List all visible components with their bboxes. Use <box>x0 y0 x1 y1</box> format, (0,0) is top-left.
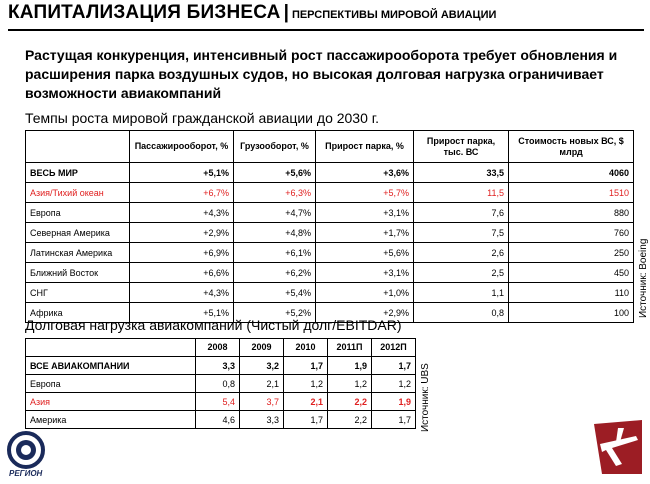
page-header <box>8 2 644 28</box>
growth-table-header <box>26 131 634 163</box>
value-cell: 2,1 <box>284 393 328 411</box>
table-row <box>26 223 634 243</box>
region-cell: Европа <box>26 375 196 393</box>
table-row <box>26 183 634 203</box>
value-cell: 2,2 <box>328 393 372 411</box>
debt-table <box>25 338 416 429</box>
region-cell: Латинская Америка <box>26 243 130 263</box>
value-cell: +5,1% <box>130 163 234 183</box>
header-cell: 2010 <box>284 339 328 357</box>
region-cell: Африка <box>26 303 130 323</box>
value-cell: +4,3% <box>130 283 234 303</box>
header-cell-region <box>26 131 130 163</box>
value-cell: +1,0% <box>316 283 414 303</box>
value-cell: 1510 <box>509 183 634 203</box>
value-cell: 100 <box>509 303 634 323</box>
table-row <box>26 393 416 411</box>
header-cell: Пассажирооборот, % <box>130 131 234 163</box>
value-cell: 1,2 <box>372 375 416 393</box>
page-subtitle: ПЕРСПЕКТИВЫ МИРОВОЙ АВИАЦИИ <box>291 9 497 21</box>
logo-text: РЕГИОН <box>9 469 43 478</box>
value-cell: +5,4% <box>234 283 316 303</box>
value-cell: 1,9 <box>328 357 372 375</box>
table-row <box>26 357 416 375</box>
value-cell: 880 <box>509 203 634 223</box>
value-cell: 1,9 <box>372 393 416 411</box>
header-cell: Прирост парка, % <box>316 131 414 163</box>
value-cell: 2,5 <box>414 263 509 283</box>
value-cell: +6,1% <box>234 243 316 263</box>
value-cell: 11,5 <box>414 183 509 203</box>
airplane-emblem-icon <box>592 418 644 476</box>
growth-table-source: Источник: Boeing <box>638 238 649 318</box>
header-cell: 2008 <box>196 339 240 357</box>
value-cell: +4,3% <box>130 203 234 223</box>
value-cell: 760 <box>509 223 634 243</box>
value-cell: 250 <box>509 243 634 263</box>
value-cell: +6,3% <box>234 183 316 203</box>
header-cell: 2011П <box>328 339 372 357</box>
value-cell: +6,6% <box>130 263 234 283</box>
value-cell: 5,4 <box>196 393 240 411</box>
growth-table-title: Темпы роста мировой гражданской авиации до 2030 г. <box>25 110 380 126</box>
value-cell: 7,5 <box>414 223 509 243</box>
table-row <box>26 203 634 223</box>
table-row <box>26 375 416 393</box>
value-cell: 4,6 <box>196 411 240 429</box>
header-cell: Прирост парка, тыс. ВС <box>414 131 509 163</box>
region-cell: Северная Америка <box>26 223 130 243</box>
region-cell: Америка <box>26 411 196 429</box>
value-cell: +6,7% <box>130 183 234 203</box>
header-cell: Стоимость новых ВС, $ млрд <box>509 131 634 163</box>
value-cell: +2,9% <box>130 223 234 243</box>
page-title: КАПИТАЛИЗАЦИЯ БИЗНЕСА <box>8 2 281 23</box>
value-cell: 7,6 <box>414 203 509 223</box>
header-cell: 2012П <box>372 339 416 357</box>
growth-table <box>25 130 634 323</box>
value-cell: 1,1 <box>414 283 509 303</box>
value-cell: +3,1% <box>316 203 414 223</box>
region-cell: Азия <box>26 393 196 411</box>
value-cell: 2,6 <box>414 243 509 263</box>
value-cell: 3,3 <box>240 411 284 429</box>
title-separator: | <box>283 2 289 23</box>
value-cell: 3,2 <box>240 357 284 375</box>
table-row <box>26 411 416 429</box>
value-cell: +5,2% <box>234 303 316 323</box>
value-cell: 1,2 <box>328 375 372 393</box>
value-cell: 3,3 <box>196 357 240 375</box>
value-cell: +4,7% <box>234 203 316 223</box>
value-cell: +5,1% <box>130 303 234 323</box>
value-cell: +2,9% <box>316 303 414 323</box>
value-cell: 1,7 <box>284 411 328 429</box>
table-row <box>26 283 634 303</box>
value-cell: +1,7% <box>316 223 414 243</box>
region-cell: СНГ <box>26 283 130 303</box>
debt-table-title: Долговая нагрузка авиакомпаний (Чистый долг/EBITDAR) <box>25 317 402 333</box>
header-cell: 2009 <box>240 339 284 357</box>
region-cell: ВЕСЬ МИР <box>26 163 130 183</box>
region-cell: ВСЕ АВИАКОМПАНИИ <box>26 357 196 375</box>
region-cell: Азия/Тихий океан <box>26 183 130 203</box>
value-cell: 1,7 <box>372 357 416 375</box>
value-cell: 1,7 <box>284 357 328 375</box>
value-cell: 3,7 <box>240 393 284 411</box>
value-cell: 2,2 <box>328 411 372 429</box>
value-cell: 4060 <box>509 163 634 183</box>
value-cell: 450 <box>509 263 634 283</box>
value-cell: 0,8 <box>414 303 509 323</box>
value-cell: +4,8% <box>234 223 316 243</box>
value-cell: 0,8 <box>196 375 240 393</box>
debt-table-source: Источник: UBS <box>420 363 431 432</box>
header-cell: Грузооборот, % <box>234 131 316 163</box>
value-cell: +5,7% <box>316 183 414 203</box>
header-cell-region <box>26 339 196 357</box>
value-cell: +5,6% <box>234 163 316 183</box>
value-cell: 33,5 <box>414 163 509 183</box>
region-cell: Ближний Восток <box>26 263 130 283</box>
debt-table-header <box>26 339 416 357</box>
value-cell: +5,6% <box>316 243 414 263</box>
value-cell: +6,9% <box>130 243 234 263</box>
value-cell: +3,1% <box>316 263 414 283</box>
value-cell: 1,2 <box>284 375 328 393</box>
value-cell: +6,2% <box>234 263 316 283</box>
header-divider <box>8 29 644 31</box>
table-row <box>26 243 634 263</box>
value-cell: 2,1 <box>240 375 284 393</box>
value-cell: +3,6% <box>316 163 414 183</box>
table-row <box>26 163 634 183</box>
value-cell: 110 <box>509 283 634 303</box>
headline: Растущая конкуренция, интенсивный рост пассажирооборота требует обновления и расширения парка воздушных судов, но высокая долговая нагрузка ограничивает возможности авиакомпаний <box>25 47 618 101</box>
region-cell: Европа <box>26 203 130 223</box>
value-cell: 1,7 <box>372 411 416 429</box>
table-row <box>26 263 634 283</box>
